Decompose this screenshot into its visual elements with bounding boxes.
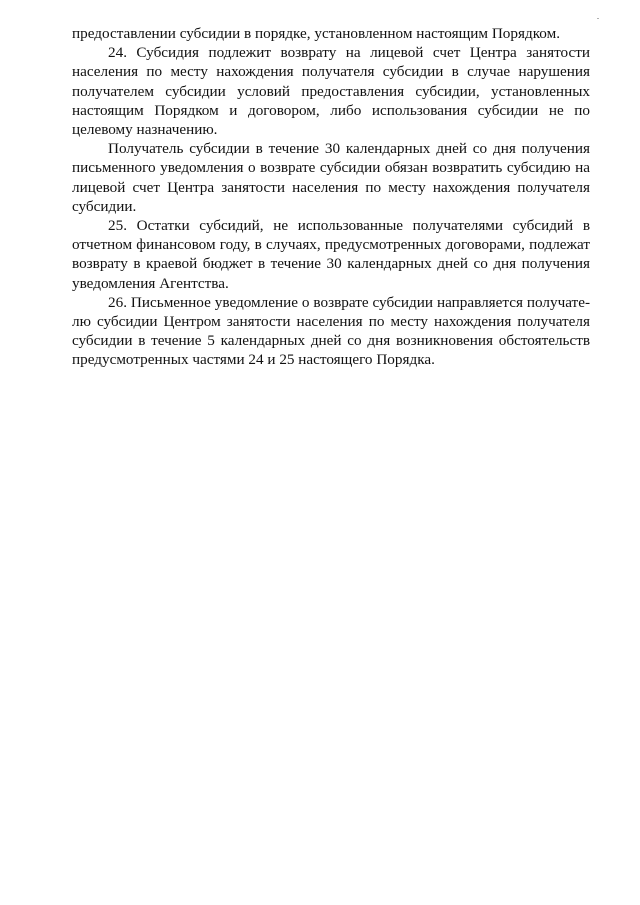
document-body: [72, 24, 590, 370]
paragraph-24: 24. Субсидия подлежит возврату на лицевой счет Центра занятости населения по месту нахождения получателя субсидии в случае нарушения получателем субсидии условий предоставления субсидии, установленных настоящим Порядком и договором, либо использования субсидии не по целевому назначению.: [72, 44, 590, 139]
paragraph-26: 26. Письменное уведомление о возврате субсидии направляется получателю субсидии Центром занятости населения по месту нахождения получателя субсидии в течение 5 календарных дней со дня возникновения обстоятельств предусмотренных частями 24 и 25 настоящего Порядка.: [72, 293, 590, 369]
paragraph-25: 25. Остатки субсидий, не использованные получателями субсидий в отчетном финансовом году, в случаях, предусмотренных договорами, подлежат возврату в краевой бюджет в течение 30 календарных дней со дня получения уведомления Агентства.: [72, 217, 590, 292]
paragraph-continuation: предоставлении субсидии в порядке, установленном настоящим Порядком.: [72, 25, 561, 42]
paragraph-24-return: Получатель субсидии в течение 30 календарных дней со дня получения письменного уведомления о возврате субсидии обязан возвратить субсидию на лицевой счет Центра занятости населения по месту нахождения получателя субсидии.: [72, 140, 590, 215]
scan-artifact: [597, 18, 599, 19]
